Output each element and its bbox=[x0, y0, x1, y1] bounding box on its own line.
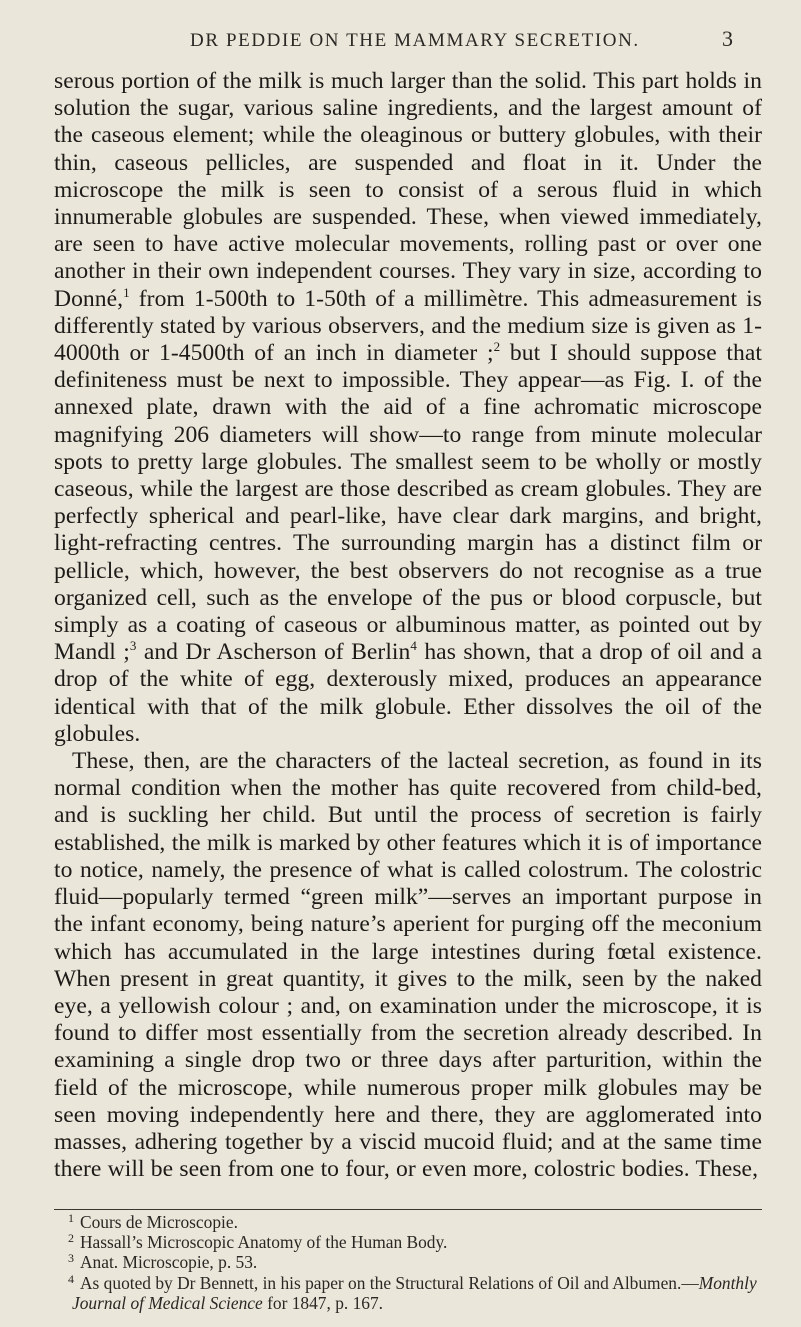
footnote-1 bbox=[54, 1212, 762, 1232]
footnote-ref-2: 2 bbox=[493, 339, 501, 355]
footnote-2 bbox=[54, 1232, 762, 1252]
paragraph-1-part-5: has shown, that a drop of oil and a drop of the white of egg, dexterously mixed, produces an appearance identical with that of the milk globule. Ether dissolves the oil of the globules. bbox=[54, 639, 762, 747]
footnote-number: 4 bbox=[68, 1271, 74, 1286]
paragraph-1-part-2: from 1-500th to 1-50th of a millimètre. This admeasurement is differently stated by various observers, and the medium size is given as 1-4000th or 1-4500th of an inch in diameter ; bbox=[54, 285, 762, 367]
footnote-ref-4: 4 bbox=[410, 638, 417, 654]
running-title: DR PEDDIE ON THE MAMMARY SECRETION. bbox=[190, 30, 640, 51]
paragraph-2: These, then, are the characters of the lacteal secretion, as found in its normal condition when the mother has quite recovered from child-bed, and is suckling her child. But until the process of secretion is fairly established, the milk is marked by other features which it is of importance to notice, namely, the presence of what is called colostrum. The colostric fluid—popularly termed “green milk”—serves an important purpose in the infant economy, being nature’s aperient for purging off the meconium which has accumulated in the large intestines during fœtal existence. When present in great quantity, it gives to the milk, seen by the naked eye, a yellowish colour ; and, on examination under the microscope, it is found to differ most essentially from the secretion already described. In examining a single drop two or three days after parturition, within the field of the microscope, while numerous proper milk globules may be seen moving independently here and there, they are agglomerated into masses, adhering together by a viscid mucoid fluid; and at the same time there will be seen from one to four, or even more, colostric bodies. These, bbox=[54, 748, 762, 1183]
page-number: 3 bbox=[722, 26, 733, 51]
running-head bbox=[0, 20, 801, 60]
footnote-text-end: for 1847, p. 167. bbox=[262, 1292, 384, 1313]
footnote-3 bbox=[54, 1252, 762, 1272]
paragraph-1-part-1: serous portion of the milk is much larger than the solid. This part holds in solution the sugar, various saline ingredients, and the largest amount of the caseous element; while the oleaginous or buttery globules, with their thin, caseous pellicles, are suspended and float in it. Under the microscope the milk is seen to consist of a serous fluid in which innumerable globules are suspended. These, when viewed immediately, are seen to have active molecular movements, rolling past or over one another in their own independent courses. They vary in size, according to Donné, bbox=[54, 68, 762, 312]
footnote-text: Cours de Microscopie. bbox=[80, 1212, 238, 1232]
journal-title: Monthly Journal of Medical Science bbox=[72, 1272, 757, 1313]
footnote-number: 1 bbox=[68, 1211, 74, 1225]
footnote-4 bbox=[54, 1273, 762, 1313]
footnote-rule bbox=[54, 1209, 762, 1210]
footnote-text: As quoted by Dr Bennett, in his paper on the Structural Relations of Oil and Albumen.— bbox=[80, 1272, 699, 1293]
paragraph-1 bbox=[54, 68, 762, 748]
footnote-text: Anat. Microscopie, p. 53. bbox=[80, 1252, 258, 1273]
footnote-number: 3 bbox=[68, 1251, 74, 1266]
footnote-ref-1: 1 bbox=[123, 284, 130, 300]
body-text bbox=[54, 68, 762, 1183]
footnotes bbox=[54, 1212, 762, 1313]
footnote-ref-3: 3 bbox=[129, 638, 137, 654]
paragraph-1-part-4: and Dr Ascherson of Berlin bbox=[136, 639, 411, 666]
footnote-number: 2 bbox=[68, 1231, 74, 1246]
paragraph-1-part-3: but I should suppose that definiteness must be next to impossible. They appear—as Fig. I. of the annexed plate, drawn with the aid of a fine achromatic microscope magnifying 206 diameters will show—to range from minute molecular spots to pretty large globules. The smallest seem to be wholly or mostly caseous, while the largest are those described as cream globules. They are perfectly spherical and pearl-like, have clear dark margins, and bright, light-refracting centres. The surrounding margin has a distinct film or pellicle, which, however, the best observers do not recognise as a true organized cell, such as the envelope of the pus or blood corpuscle, but simply as a coating of caseous or albuminous matter, as pointed out by Mandl ; bbox=[54, 340, 763, 666]
footnote-text: Hassall’s Microscopic Anatomy of the Human Body. bbox=[80, 1232, 448, 1253]
